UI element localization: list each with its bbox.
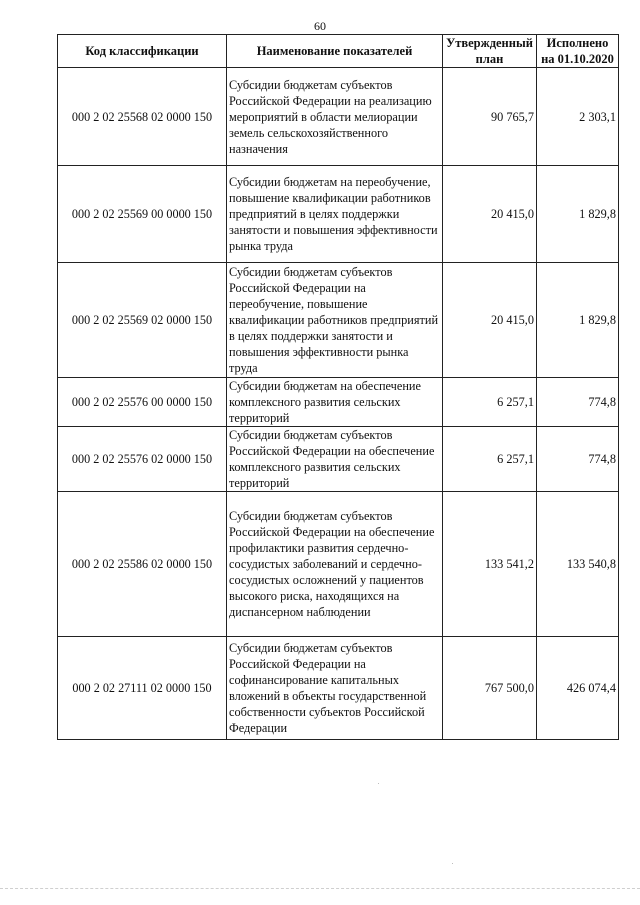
row-plan: 20 415,0: [443, 166, 537, 263]
row-done: 133 540,8: [537, 492, 619, 637]
row-plan: 6 257,1: [443, 378, 537, 427]
row-plan: 133 541,2: [443, 492, 537, 637]
row-name: Субсидии бюджетам субъектов Российской Федерации на обеспечение комплексного развития сельских территорий: [227, 427, 443, 492]
budget-table: [57, 34, 619, 740]
header-plan: Утвержденный план: [443, 35, 537, 68]
row-name: Субсидии бюджетам субъектов Российской Федерации на обеспечение профилактики развития сердечно-сосудистых заболеваний и сердечно-сосудистых осложнений у пациентов высокого риска, находящихся на диспансерном наблюдении: [227, 492, 443, 637]
table-row: [58, 378, 619, 427]
scan-speck: [452, 863, 453, 864]
row-done: 426 074,4: [537, 637, 619, 740]
scan-edge-line: [0, 888, 640, 889]
row-code: 000 2 02 25576 00 0000 150: [58, 378, 227, 427]
row-done: 1 829,8: [537, 263, 619, 378]
row-plan: 6 257,1: [443, 427, 537, 492]
table-row: [58, 427, 619, 492]
row-code: 000 2 02 25569 02 0000 150: [58, 263, 227, 378]
row-done: 1 829,8: [537, 166, 619, 263]
row-plan: 767 500,0: [443, 637, 537, 740]
row-code: 000 2 02 25576 02 0000 150: [58, 427, 227, 492]
page-number: 60: [314, 19, 326, 33]
row-code: 000 2 02 25569 00 0000 150: [58, 166, 227, 263]
row-plan: 20 415,0: [443, 263, 537, 378]
row-code: 000 2 02 25586 02 0000 150: [58, 492, 227, 637]
table-row: [58, 492, 619, 637]
row-name: Субсидии бюджетам субъектов Российской Федерации на софинансирование капитальных вложений в объекты государственной собственности субъектов Российской Федерации: [227, 637, 443, 740]
header-name: Наименование показателей: [227, 35, 443, 68]
row-code: 000 2 02 25568 02 0000 150: [58, 68, 227, 166]
header-code: Код классификации: [58, 35, 227, 68]
row-name: Субсидии бюджетам субъектов Российской Федерации на переобучение, повышение квалификации работников предприятий в целях поддержки занятости и повышения эффективности рынка труда: [227, 263, 443, 378]
row-done: 2 303,1: [537, 68, 619, 166]
row-name: Субсидии бюджетам субъектов Российской Федерации на реализацию мероприятий в области мелиорации земель сельскохозяйственного назначения: [227, 68, 443, 166]
table-row: [58, 637, 619, 740]
row-done: 774,8: [537, 427, 619, 492]
row-name: Субсидии бюджетам на обеспечение комплексного развития сельских территорий: [227, 378, 443, 427]
table-row: [58, 68, 619, 166]
row-plan: 90 765,7: [443, 68, 537, 166]
scan-speck: [378, 783, 379, 784]
table-row: [58, 263, 619, 378]
table-header-row: [58, 35, 619, 68]
row-name: Субсидии бюджетам на переобучение, повышение квалификации работников предприятий в целях поддержки занятости и повышения эффективности рынка труда: [227, 166, 443, 263]
table-row: [58, 166, 619, 263]
row-code: 000 2 02 27111 02 0000 150: [58, 637, 227, 740]
row-done: 774,8: [537, 378, 619, 427]
header-done: Исполнено на 01.10.2020: [537, 35, 619, 68]
